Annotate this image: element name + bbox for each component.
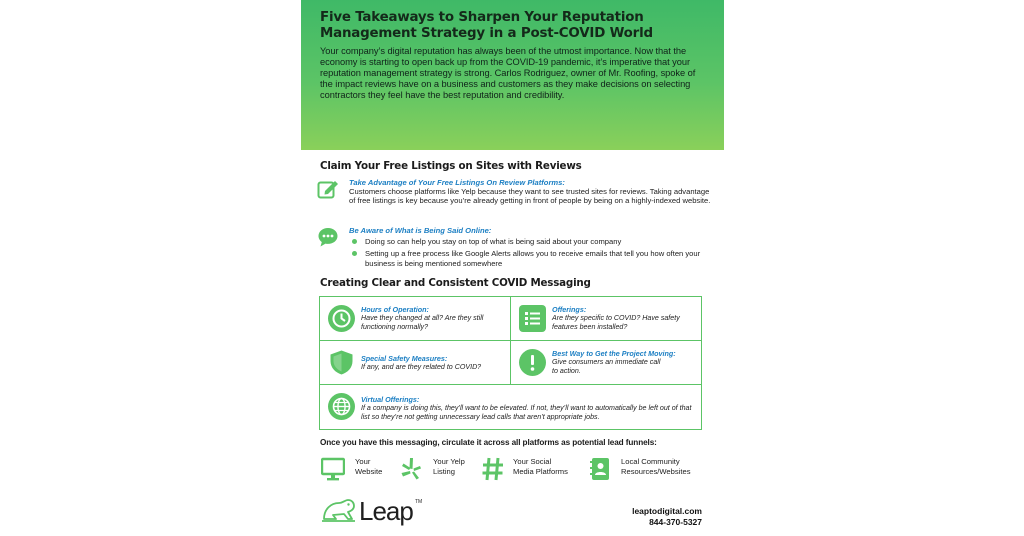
- exclamation-icon: [519, 349, 546, 376]
- platform-local: [589, 456, 709, 486]
- bullet-dot: [352, 251, 357, 256]
- platforms-title: Once you have this messaging, circulate it across all platforms as potential lead funnels:: [320, 438, 657, 447]
- platform-label: Local Community Resources/Websites: [621, 457, 691, 476]
- list-icon: [519, 305, 546, 332]
- clock-icon: [328, 305, 355, 332]
- chat-bubble-icon: [317, 226, 339, 248]
- cell-heading: Special Safety Measures:: [361, 354, 448, 363]
- bullet-text: Doing so can help you stay on top of what is being said about your company: [365, 237, 622, 246]
- cell-heading: Offerings:: [552, 305, 587, 314]
- list-item: [349, 249, 712, 268]
- bullet-text: Setting up a free process like Google Alerts allows you to receive emails that tell you how often your business is being mentioned somewhere: [365, 249, 701, 268]
- leap-logo: [321, 494, 431, 528]
- contact-card-icon: [589, 456, 613, 482]
- cell-text: If a company is doing this, they’ll want to be elevated. If not, they’ll want to automatically be left out of that list so they’re not getting unnecessary lead calls that aren’t appropriate jobs.: [361, 404, 692, 421]
- list-item: [349, 237, 712, 246]
- tip-be-aware: [317, 226, 712, 271]
- cell-safety: [320, 341, 511, 385]
- brand-name: Leap: [359, 496, 413, 526]
- hero-banner: [301, 0, 724, 150]
- cell-text: Have they changed at all? Are they still functioning normally?: [361, 314, 484, 331]
- bullet-dot: [352, 239, 357, 244]
- platform-yelp: [399, 456, 489, 486]
- cell-offerings: [511, 297, 701, 341]
- cell-text: Give consumers an immediate call to action.: [552, 358, 661, 375]
- platform-label: Your Yelp Listing: [433, 457, 465, 476]
- website-link[interactable]: leaptodigital.com: [632, 506, 702, 516]
- phone-number: 844-370-5327: [649, 517, 702, 527]
- cell-heading: Virtual Offerings:: [361, 395, 420, 404]
- cell-text: Are they specific to COVID? Have safety features been installed?: [552, 314, 680, 331]
- tip-free-listings: [317, 178, 712, 206]
- contact-info: [632, 506, 702, 528]
- covid-section-title: Creating Clear and Consistent COVID Messaging: [320, 277, 591, 289]
- platform-label: Your Social Media Platforms: [513, 457, 568, 476]
- tip-heading: Be Aware of What is Being Said Online:: [349, 226, 492, 235]
- title-line-1: Five Takeaways to Sharpen Your Reputation: [320, 10, 644, 25]
- yelp-icon: [399, 456, 423, 482]
- monitor-icon: [321, 456, 345, 482]
- platform-website: [321, 456, 401, 486]
- globe-icon: [328, 393, 355, 420]
- bullet-list: [349, 237, 712, 268]
- intro-paragraph: Your company’s digital reputation has always been of the utmost importance. Now that the economy is starting to open back up from the COVID-19 pandemic, it’s imperative that your reputation management strategy is strong. Carlos Rodriguez, owner of Mr. Roofing, spoke of the impact reviews have on a business and customers as they make decisions on selecting contractors they feel have the best reputation and credibility.: [320, 46, 696, 101]
- tip-heading: Take Advantage of Your Free Listings On Review Platforms:: [349, 178, 565, 187]
- hashtag-icon: [481, 456, 505, 482]
- shield-icon: [328, 349, 355, 376]
- page-title: [320, 10, 706, 42]
- cell-heading: Best Way to Get the Project Moving:: [552, 349, 676, 358]
- platform-social: [481, 456, 581, 486]
- flyer-page: [301, 0, 724, 536]
- trademark: TM: [415, 499, 423, 505]
- claim-section-title: Claim Your Free Listings on Sites with Reviews: [320, 160, 582, 172]
- title-line-2: Management Strategy in a Post-COVID World: [320, 26, 653, 41]
- cell-virtual: [320, 385, 701, 429]
- cell-heading: Hours of Operation:: [361, 305, 429, 314]
- tip-text: Customers choose platforms like Yelp because they want to see trusted sites for reviews. Taking advantage of free listings is key because you’re already getting in front of people by being on a highly-indexed website.: [349, 187, 711, 206]
- platform-label: Your Website: [355, 457, 383, 476]
- cell-text: If any, and are they related to COVID?: [361, 363, 482, 371]
- covid-messaging-grid: [319, 296, 702, 430]
- frog-icon: [321, 497, 357, 525]
- edit-icon: [317, 178, 339, 200]
- cell-project-moving: [511, 341, 701, 385]
- cell-hours: [320, 297, 511, 341]
